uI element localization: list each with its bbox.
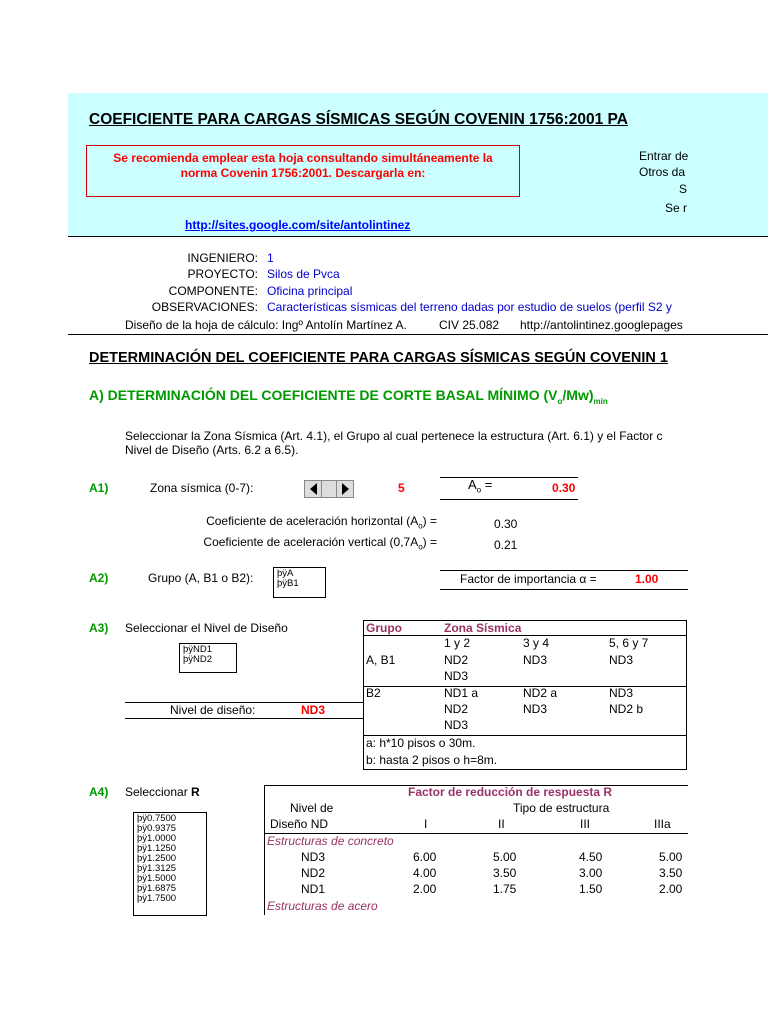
r-table-cat-concreto: Estructuras de concreto — [267, 834, 394, 848]
zona-cell: ND2 — [444, 702, 469, 716]
civ-number: CIV 25.082 — [439, 318, 500, 332]
right-note-1: Entrar de — [639, 149, 689, 163]
nivel-listbox[interactable] — [179, 643, 237, 673]
proyecto-label: PROYECTO: — [187, 267, 258, 281]
zona-cell: ND1 a — [444, 686, 479, 700]
nivel-label: Nivel de diseño: — [170, 703, 256, 717]
zona-value: 5 — [398, 481, 405, 495]
zona-row-grupo: A, B1 — [366, 653, 396, 667]
componente-value: Oficina principal — [267, 284, 353, 298]
r-cell: 4.50 — [579, 850, 603, 864]
r-cell: 1.75 — [493, 882, 517, 896]
r-listbox[interactable] — [133, 812, 207, 916]
a1-label: A1) — [89, 481, 109, 495]
r-option[interactable]: þÿ1.3125 — [137, 863, 177, 874]
ao-label: $A_o$ = — [468, 477, 493, 495]
r-option[interactable]: þÿ1.7500 — [137, 893, 177, 904]
factor-value: 1.00 — [635, 572, 659, 586]
zona-table-h-zona: Zona Sísmica — [444, 621, 522, 635]
r-cell: 1.50 — [579, 882, 603, 896]
intro-line-1: Seleccionar la Zona Sísmica (Art. 4.1), el Grupo al cual pertenece la estructura (Art. 6.1) y el Factor c — [125, 429, 663, 443]
factor-bottom-rule — [440, 589, 688, 590]
zona-col-1: 1 y 2 — [444, 636, 471, 650]
zona-cell: ND2 — [444, 653, 469, 667]
factor-label: Factor de importancia α = — [460, 572, 597, 586]
factor-top-rule — [440, 570, 688, 571]
r-table-h-nivel-1: Nivel de — [290, 801, 334, 815]
info-bottom-rule — [68, 334, 768, 335]
zona-increment-button[interactable] — [336, 480, 354, 498]
a1-text: Zona sísmica (0-7): — [150, 481, 254, 495]
right-note-2: Otros da — [639, 165, 686, 179]
r-cell: 3.50 — [493, 866, 517, 880]
r-option[interactable]: þÿ0.9375 — [137, 823, 177, 834]
ao-top-rule — [440, 477, 578, 478]
a3-text: Seleccionar el Nivel de Diseño — [125, 621, 288, 635]
subsection-heading: A) DETERMINACIÓN DEL COEFICIENTE DE CORTE BASAL MÍNIMO $(V_o/Mw)_{min}$ — [89, 387, 608, 406]
grupo-option[interactable]: þÿB1 — [277, 578, 299, 589]
r-row-nd: ND1 — [301, 882, 326, 896]
r-option[interactable]: þÿ1.0000 — [137, 833, 177, 844]
nivel-bottom-rule — [125, 718, 363, 719]
horizontal-accel-label: Coeficiente de aceleración horizontal $(A_o)$ = — [206, 514, 437, 531]
r-table-title: Factor de reducción de respuesta R — [408, 785, 613, 799]
vertical-accel-label: Coeficiente de aceleración vertical $(0,7A_o)$ = — [203, 535, 437, 552]
r-table-left-rule — [264, 785, 265, 915]
zona-table-h-grupo: Grupo — [366, 621, 402, 635]
credit-url: http://antolintinez.googlepages — [520, 318, 683, 332]
r-cell: 4.00 — [413, 866, 437, 880]
zona-note-a: a: h*10 pisos o 30m. — [366, 736, 476, 750]
a3-label: A3) — [89, 621, 109, 635]
a4-label: A4) — [89, 785, 109, 799]
tipo-ii: II — [498, 817, 505, 831]
ao-value: 0.30 — [552, 481, 576, 495]
r-option[interactable]: þÿ1.6875 — [137, 883, 177, 894]
vertical-accel-value: 0.21 — [494, 538, 518, 552]
r-table-cat-acero: Estructuras de acero — [267, 899, 378, 913]
nivel-value: ND3 — [301, 703, 326, 717]
r-cell: 5.00 — [493, 850, 517, 864]
r-option[interactable]: þÿ0.7500 — [137, 813, 177, 824]
zona-cell: ND3 — [609, 653, 634, 667]
zona-cell: ND2 a — [523, 686, 558, 700]
grupo-listbox[interactable] — [273, 567, 326, 598]
arrow-left-icon — [308, 483, 320, 495]
a2-text: Grupo (A, B1 o B2): — [148, 571, 254, 585]
r-cell: 3.00 — [579, 866, 603, 880]
nivel-option[interactable]: þÿND1 — [183, 644, 213, 655]
download-link[interactable]: http://sites.google.com/site/antolintinez — [185, 218, 411, 232]
credit-text: Diseño de la hoja de cálculo: Ingº Antolín Martínez A. — [125, 318, 407, 332]
ingeniero-value: 1 — [267, 251, 274, 265]
zona-cell: ND3 — [444, 669, 469, 683]
r-option[interactable]: þÿ1.5000 — [137, 873, 177, 884]
section-heading: DETERMINACIÓN DEL COEFICIENTE PARA CARGAS SÍSMICAS SEGÚN COVENIN 1 — [89, 350, 668, 366]
horizontal-accel-value: 0.30 — [494, 517, 518, 531]
zona-cell: ND3 — [444, 718, 469, 732]
right-note-4: Se r — [665, 201, 688, 215]
r-cell: 3.50 — [659, 866, 683, 880]
r-option[interactable]: þÿ1.1250 — [137, 843, 177, 854]
zona-cell: ND2 b — [609, 702, 644, 716]
componente-label: COMPONENTE: — [168, 284, 258, 298]
ingeniero-label: INGENIERO: — [187, 251, 258, 265]
r-cell: 2.00 — [413, 882, 437, 896]
a4-text: Seleccionar R — [125, 785, 200, 799]
r-table-h-nivel-2: Diseño ND — [270, 817, 329, 831]
arrow-right-icon — [340, 483, 352, 495]
r-option[interactable]: þÿ1.2500 — [137, 853, 177, 864]
spin-divider — [322, 480, 336, 498]
r-table-h-tipo: Tipo de estructura — [513, 801, 610, 815]
zona-row-grupo: B2 — [366, 686, 381, 700]
nivel-option[interactable]: þÿND2 — [183, 654, 213, 665]
tipo-i: I — [424, 817, 428, 831]
intro-line-2: Nivel de Diseño (Arts. 6.2 a 6.5). — [125, 443, 299, 457]
notice-line-2: norma Covenin 1756:2001. Descargarla en: — [180, 166, 426, 180]
zona-note-b: b: hasta 2 pisos o h=8m. — [366, 753, 498, 767]
zona-cell: ND3 — [523, 702, 548, 716]
zona-cell: ND3 — [609, 686, 634, 700]
notice-line-1: Se recomienda emplear esta hoja consultando simultáneamente la — [113, 151, 493, 165]
zona-decrement-button[interactable] — [304, 480, 322, 498]
zona-cell: ND3 — [523, 653, 548, 667]
right-note-3: S — [679, 182, 688, 196]
zona-col-3: 5, 6 y 7 — [609, 636, 649, 650]
zona-col-2: 3 y 4 — [523, 636, 550, 650]
r-cell: 2.00 — [659, 882, 683, 896]
ao-bottom-rule — [440, 499, 578, 500]
observaciones-label: OBSERVACIONES: — [151, 300, 258, 314]
tipo-iii: III — [580, 817, 591, 831]
r-cell: 5.00 — [659, 850, 683, 864]
r-row-nd: ND2 — [301, 866, 326, 880]
observaciones-value: Características sísmicas del terreno dadas por estudio de suelos (perfil S2 y — [267, 300, 672, 314]
page-title: COEFICIENTE PARA CARGAS SÍSMICAS SEGÚN COVENIN 1756:2001 PA — [89, 111, 628, 128]
banner-bottom-rule — [68, 236, 768, 237]
a2-label: A2) — [89, 571, 109, 585]
r-row-nd: ND3 — [301, 850, 326, 864]
r-cell: 6.00 — [413, 850, 437, 864]
proyecto-value: Silos de Pvca — [267, 267, 340, 281]
grupo-option[interactable]: þÿA — [277, 568, 294, 579]
tipo-iiia: IIIa — [654, 817, 671, 831]
